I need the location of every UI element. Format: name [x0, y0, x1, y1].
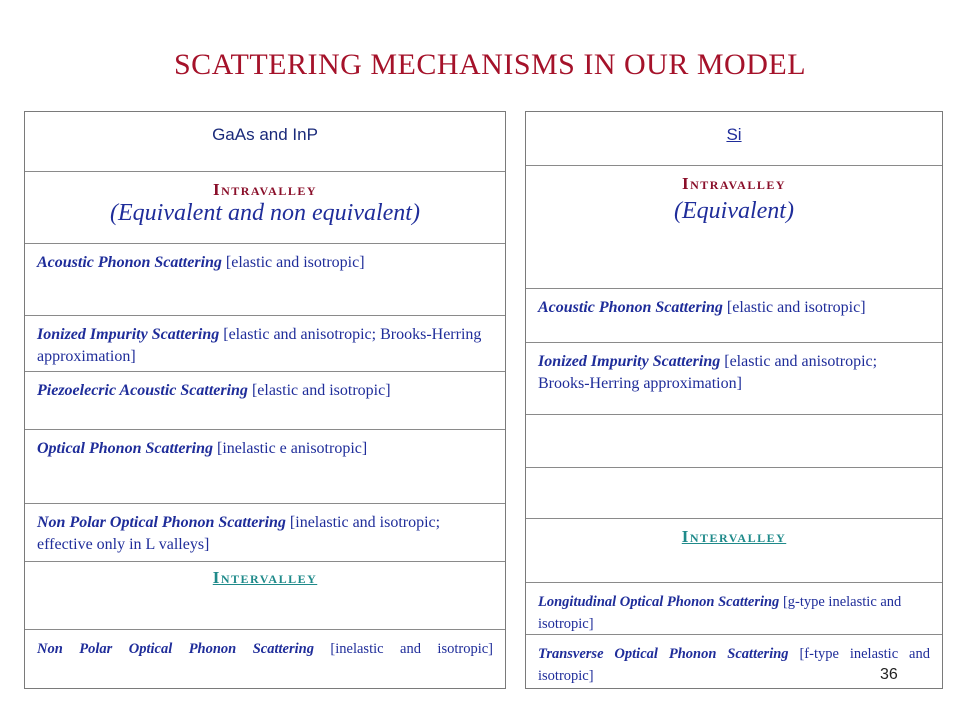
- mechanism-name: Non Polar Optical Phonon Scattering: [37, 641, 314, 657]
- right-intravalley-subtitle: (Equivalent): [674, 198, 794, 224]
- left-intervalley-label: Intervalley: [212, 568, 318, 587]
- mechanism-name: Non Polar Optical Phonon Scattering: [37, 514, 286, 531]
- mechanism-detail: [inelastic e anisotropic]: [213, 440, 368, 457]
- right-empty-row: [526, 414, 942, 467]
- gaas-inp-column: [24, 111, 506, 689]
- right-row-ionized: [526, 342, 942, 414]
- mechanism-detail: [elastic and isotropic]: [722, 299, 866, 316]
- mechanism-detail: [elastic and anisotropic; Brooks-Herring approximation]: [538, 353, 878, 392]
- right-empty-row: [526, 467, 942, 518]
- left-intravalley-label: Intravalley: [212, 180, 318, 199]
- right-intravalley-section: [526, 165, 942, 288]
- mechanism-name: Optical Phonon Scattering: [37, 440, 214, 457]
- left-row-acoustic: [25, 243, 505, 315]
- mechanism-name: Acoustic Phonon Scattering: [538, 299, 723, 316]
- mechanism-name: Longitudinal Optical Phonon Scattering: [538, 594, 780, 610]
- mechanism-name: Transverse Optical Phonon Scattering: [538, 646, 789, 662]
- si-column: [525, 111, 943, 689]
- mechanism-name: Ionized Impurity Scattering: [37, 326, 220, 343]
- left-intervalley-section: [25, 561, 505, 629]
- left-row-optical: [25, 429, 505, 503]
- right-intervalley-section: [526, 518, 942, 582]
- mechanism-detail: [inelastic and isotropic]: [313, 641, 493, 657]
- mechanism-detail: [inelastic and isotropic; effective only in L valleys]: [37, 514, 441, 553]
- mechanism-name: Acoustic Phonon Scattering: [37, 254, 222, 271]
- left-row-ionized: [25, 315, 505, 371]
- left-row-inter-nonpolar: [25, 629, 505, 688]
- left-row-piezo: [25, 371, 505, 429]
- mechanism-detail: [elastic and isotropic]: [247, 382, 391, 399]
- page-number: 36: [880, 666, 898, 683]
- si-header: Si: [726, 125, 742, 144]
- right-intervalley-label: Intervalley: [681, 527, 787, 546]
- mechanism-name: Piezoelecric Acoustic Scattering: [37, 382, 248, 399]
- mechanism-detail: [g-type inelastic and isotropic]: [538, 594, 902, 632]
- mechanism-detail: [elastic and isotropic]: [221, 254, 365, 271]
- left-intravalley-section: [25, 171, 505, 243]
- mechanism-name: Ionized Impurity Scattering: [538, 353, 721, 370]
- right-row-longitudinal: [526, 582, 942, 634]
- right-intravalley-label: Intravalley: [681, 174, 787, 193]
- left-row-nonpolar: [25, 503, 505, 561]
- mechanism-detail: [f-type inelastic and isotropic]: [538, 646, 930, 684]
- gaas-inp-header: GaAs and InP: [212, 125, 318, 144]
- right-row-acoustic: [526, 288, 942, 342]
- page-title: SCATTERING MECHANISMS IN OUR MODEL: [173, 48, 807, 81]
- left-intravalley-subtitle: (Equivalent and non equivalent): [110, 200, 420, 226]
- mechanism-detail: [elastic and anisotropic; Brooks-Herring approximation]: [37, 326, 482, 365]
